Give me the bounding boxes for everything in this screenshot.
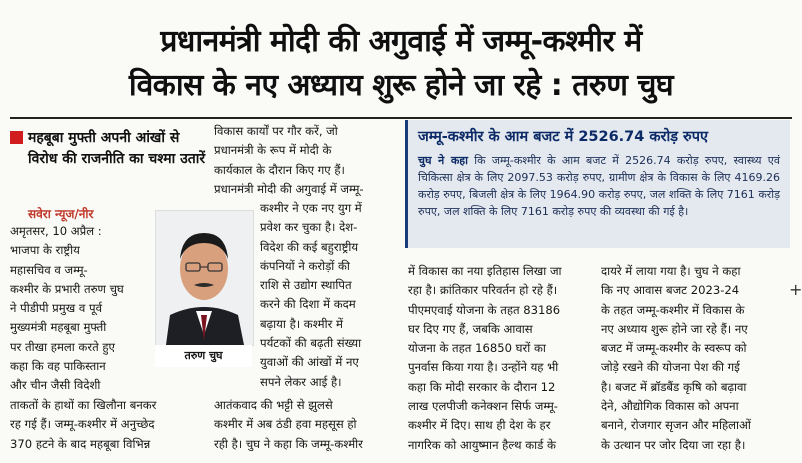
- col1-line: और चीन जैसी विदेशी: [10, 378, 101, 393]
- portrait-image: [156, 211, 253, 345]
- col1-line: रह गई हैं। जम्मू-कश्मीर में अनुच्छेद: [10, 417, 155, 432]
- column-3: [408, 262, 586, 455]
- col3-line: कश्मीर में दिए। साथ ही देश के हर: [408, 418, 551, 433]
- photo-tarun-chugh: [155, 210, 254, 346]
- col4-line: देने, औद्योगिक विकास को अपना: [601, 399, 739, 414]
- col4-line: बजट में जम्मू-कश्मीर के स्वरूप को: [601, 341, 747, 356]
- col2-line: विदेश की कई बहुराष्ट्रीय: [260, 239, 359, 254]
- headline-rule: [10, 117, 792, 119]
- col1-line: 370 हटने के बाद महबूबा विभिन्न: [10, 436, 151, 451]
- col3-line: योजना के तहत 16850 घरों का: [408, 341, 546, 356]
- col2-line: सपने लेकर आई है।: [260, 374, 342, 389]
- col2-line: करने की दिशा में कदम: [260, 297, 356, 312]
- column-2: [214, 122, 386, 199]
- col4-line: कि नए आवास बजट 2023-24: [601, 283, 740, 298]
- col2-line: कश्मीर ने एक नए युग में: [260, 201, 362, 215]
- col1-line: कश्मीर के प्रभारी तरुण चुघ: [10, 281, 124, 296]
- col2-line: प्रधानमंत्री मोदी की अगुवाई में जम्मू-: [214, 181, 364, 196]
- column-2-bottom: [214, 396, 386, 454]
- col3-line: रहा है। क्रांतिकार परिवर्तन हो रहे हैं।: [408, 283, 558, 298]
- col1-line: पर तीखा हमला करते हुए: [10, 339, 115, 354]
- bullet-icon: [10, 131, 23, 144]
- col3-line: नागरिक को आयुष्मान हैल्थ कार्ड के: [408, 437, 556, 452]
- col3-line: लाख एलपीजी कनेक्शन सिर्फ जम्मू-: [408, 399, 558, 414]
- col3-line: पीएमएवाई योजना के तहत 83186: [408, 302, 561, 317]
- col4-line: जोड़े रखने की योजना पेश की गई: [601, 360, 740, 375]
- col2-line: प्रधानमंत्री के रूप में मोदी के: [214, 143, 332, 158]
- col2-line: युवाओं की आंखों में नए: [260, 355, 359, 370]
- box-lead: चुघ ने कहा: [418, 154, 468, 167]
- col2-line: आतंकवाद की भट्टी से झुलसे: [214, 398, 333, 412]
- col2-line: बढ़ाया है। कश्मीर में: [260, 316, 343, 331]
- col1-line: महासचिव व जम्मू-: [10, 262, 88, 277]
- col2-line: कंपनियों ने करोड़ों की: [260, 258, 350, 273]
- photo-caption: तरुण चुघ: [155, 345, 252, 367]
- column-1: [10, 222, 150, 396]
- box-text: कि जम्मू-कश्मीर के आम बजट में 2526.74 करोड़ रुपए, स्वास्थ्य एवं चिकित्सा क्षेत्र के लिए 2097.53 करोड़ रुपए, ग्रामीण क्षेत्र के विकास के लिए 4169.26 करोड़ रुपए, बिजली क्षेत्र के लिए 1964.90 करोड़ रुपए, जल शक्ति के लिए 7161 करोड़ रुपए, जल शक्ति के लिए 7161 करोड़ रुपए की व्यवस्था की गई है।: [418, 154, 780, 218]
- col4-line: नए अध्याय शुरू होने जा रहे हैं। नए: [601, 321, 748, 336]
- col3-line: कहा कि मोदी सरकार के दौरान 12: [408, 379, 556, 394]
- col2-line: राशि से उद्योग स्थापित: [260, 278, 352, 293]
- col1-line: ताकतों के हाथों का खिलौना बनकर: [10, 398, 157, 412]
- side-heading: महबूबा मुफ्ती अपनी आंखों से विरोध की राजनीति का चश्मा उतारें: [28, 130, 206, 167]
- col2-line: कार्यकाल के दौरान किए गए हैं।: [214, 162, 345, 177]
- col4-line: है। बजट में ब्रॉडबैंड कृषि को बढ़ावा: [601, 379, 747, 394]
- box-body: [418, 152, 780, 220]
- headline-line-2: विकास के नए अध्याय शुरू होने जा रहे : तरुण चुघ: [128, 68, 674, 103]
- col4-line: के तहत जम्मू-कश्मीर में विकास के: [601, 302, 745, 317]
- col3-line: घर दिए गए हैं, जबकि आवास: [408, 321, 533, 336]
- col4-line: बनाने, रोजगार सृजन और महिलाओं: [601, 418, 751, 433]
- plus-mark: +: [789, 280, 802, 299]
- column-4: [601, 262, 785, 455]
- col3-line: पुनर्वास किया गया है। उन्होंने यह भी: [408, 360, 559, 375]
- box-title: जम्मू-कश्मीर के आम बजट में 2526.74 करोड़ रुपए: [418, 129, 708, 145]
- col1-line: कहा कि वह पाकिस्तान: [10, 359, 106, 374]
- headline-line-1: प्रधानमंत्री मोदी की अगुवाई में जम्मू-कश्मीर में: [160, 24, 642, 59]
- col4-line: के उत्थान पर जोर दिया जा रहा है।: [601, 437, 746, 452]
- col1-line: ने पीडीपी प्रमुख व पूर्व: [10, 301, 103, 316]
- col4-line: दायरे में लाया गया है। चुघ ने कहा: [601, 264, 741, 278]
- col2-line: कश्मीर में अब ठंडी हवा महसूस हो: [214, 417, 357, 432]
- col2-line: पर्यटकों की बढ़ती संख्या: [260, 336, 362, 351]
- dateline: अमृतसर, 10 अप्रैल :: [10, 224, 102, 238]
- col1-line: मुख्यमंत्री महबूबा मुफ्ती: [10, 320, 107, 335]
- column-1-continued: [10, 396, 210, 454]
- byline: सवेरा न्यूज/नीर: [28, 207, 94, 221]
- col3-line: में विकास का नया इतिहास लिखा जा: [408, 264, 562, 278]
- col2-line: विकास कार्यों पर गौर करें, जो: [214, 124, 338, 138]
- column-2-wrap: [260, 199, 386, 392]
- col2-line: प्रवेश कर चुका है। देश-: [260, 220, 358, 235]
- col1-line: भाजपा के राष्ट्रीय: [10, 243, 80, 258]
- col2-line: रही है। चुघ ने कहा कि जम्मू-कश्मीर: [214, 436, 363, 451]
